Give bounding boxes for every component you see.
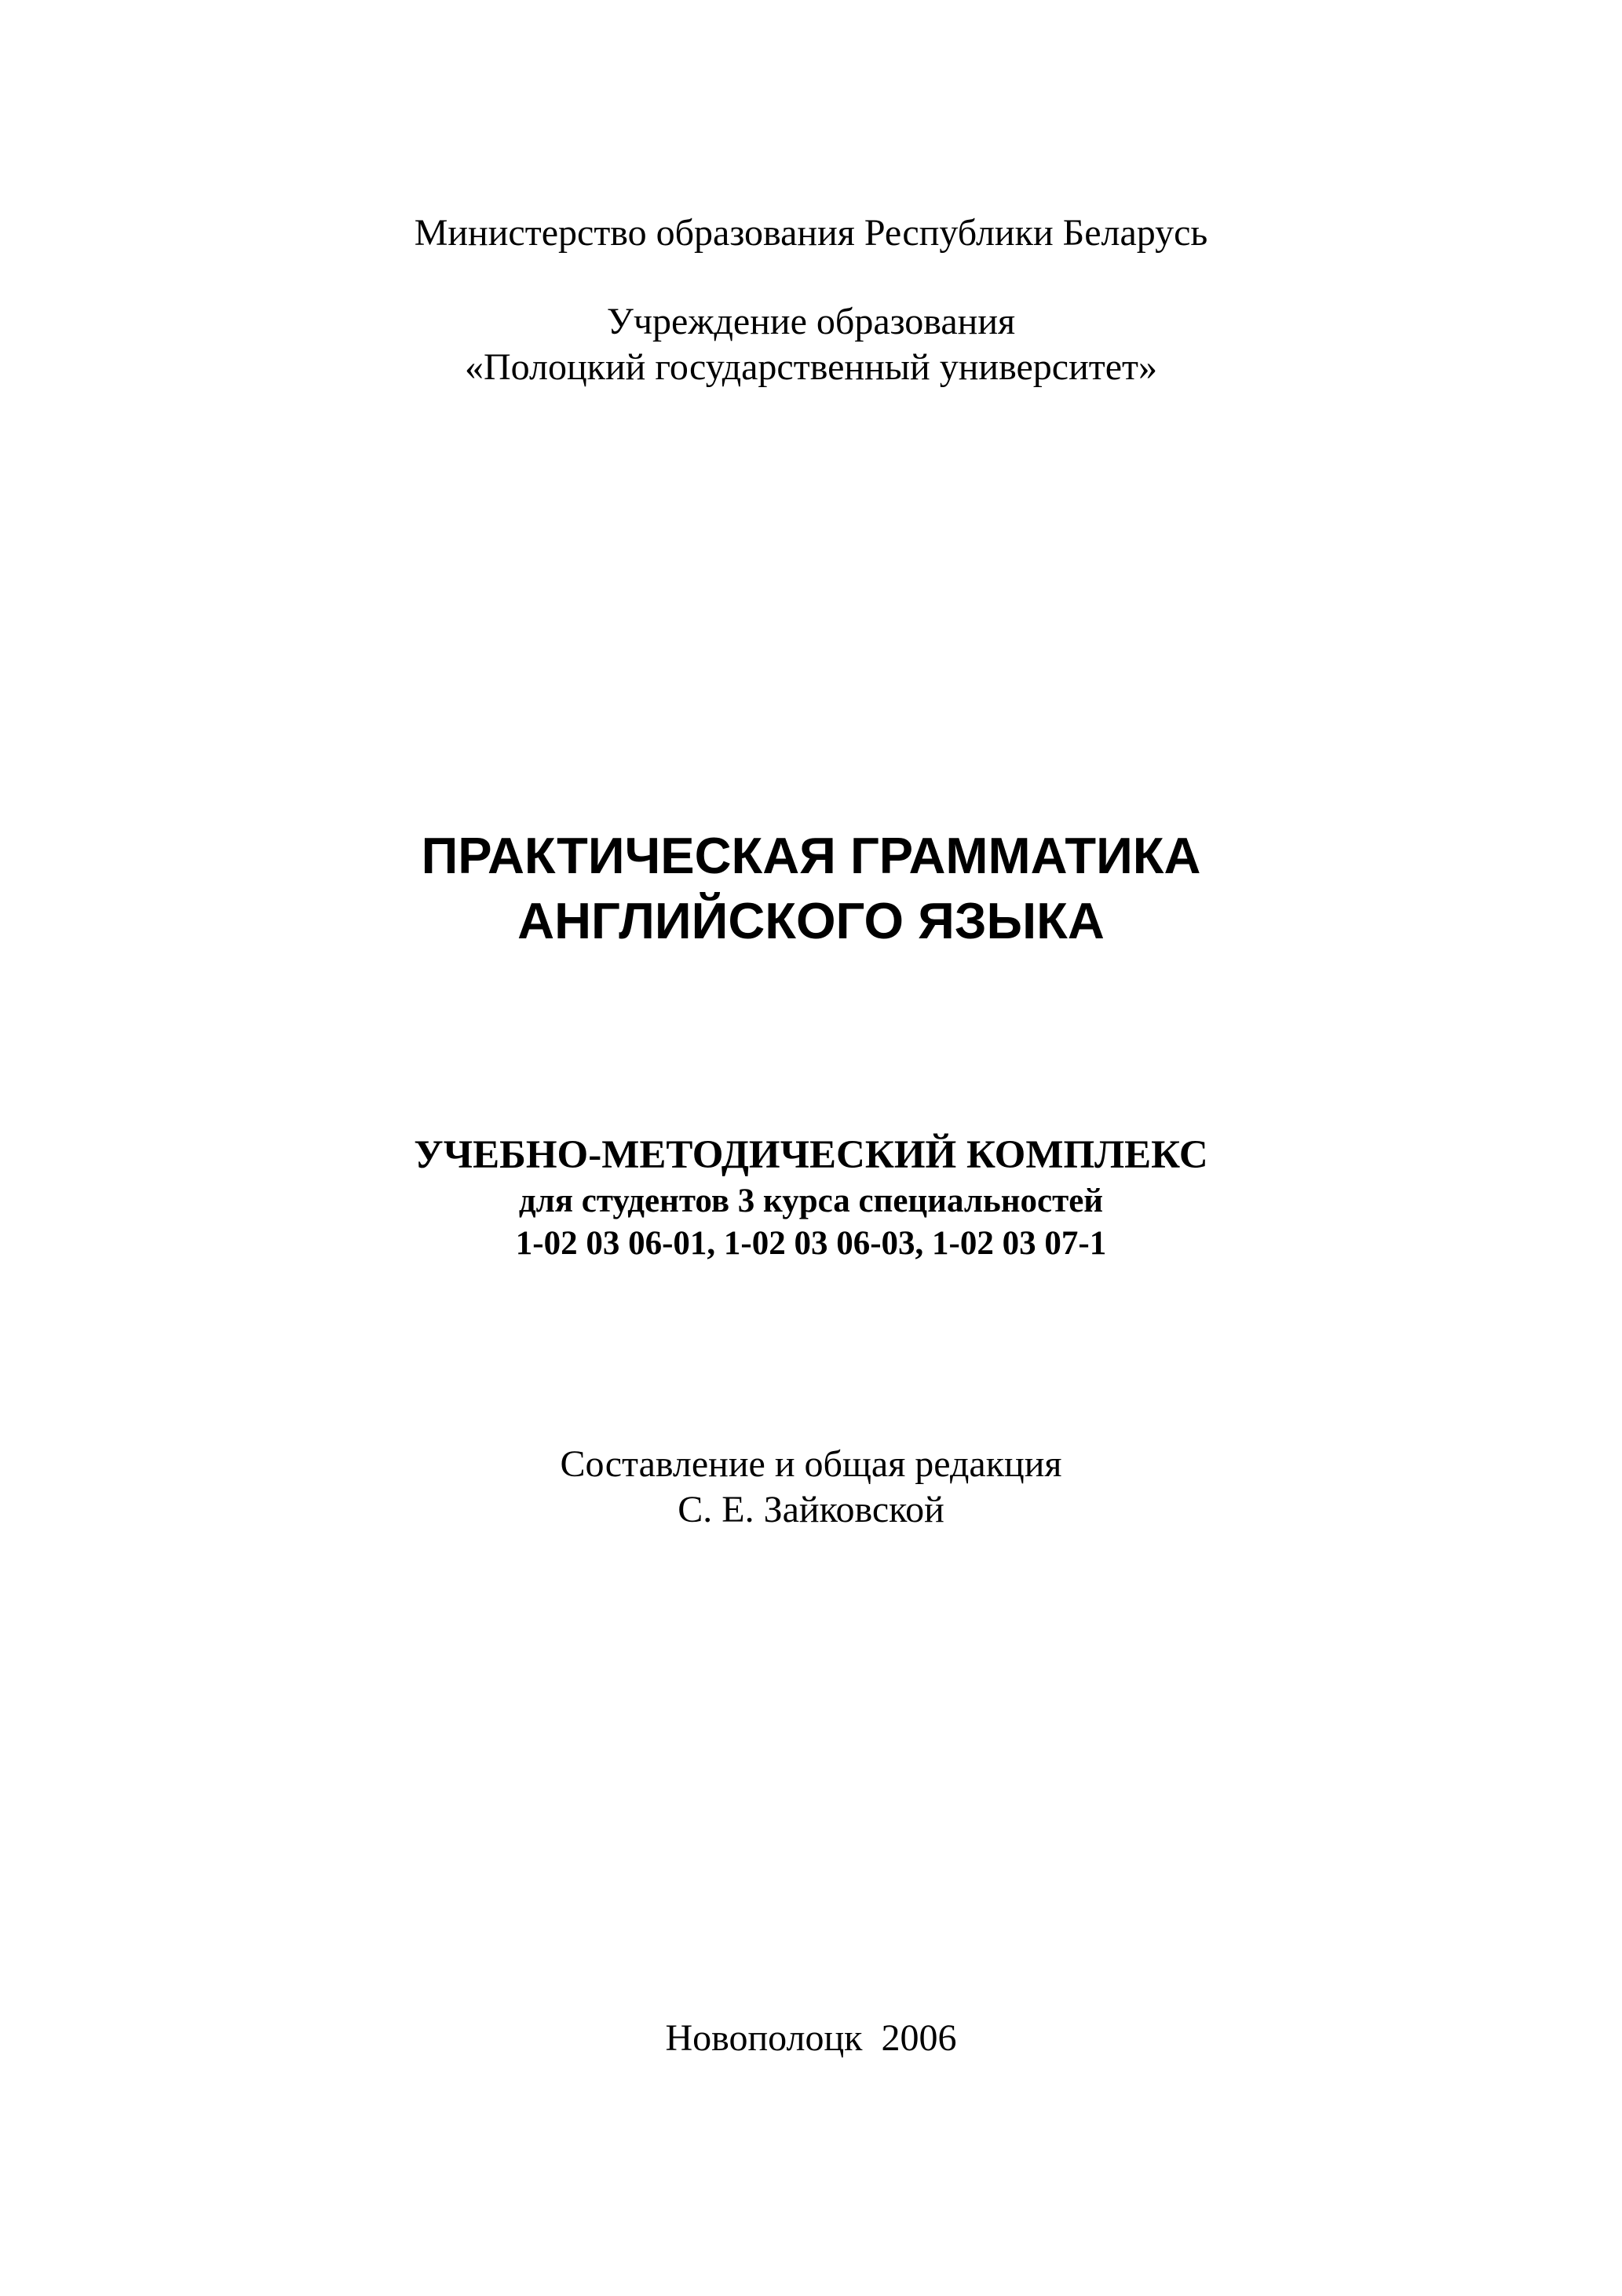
ministry-name: Министерство образования Республики Беларусь bbox=[414, 212, 1208, 254]
editor-role: Составление и общая редакция bbox=[560, 1443, 1062, 1485]
specialty-codes: 1-02 03 06-01, 1-02 03 06-03, 1-02 03 07-1 bbox=[515, 1225, 1107, 1262]
audience-line: для студентов 3 курса специальностей bbox=[518, 1183, 1104, 1219]
publication-type: УЧЕБНО-МЕТОДИЧЕСКИЙ КОМПЛЕКС bbox=[414, 1133, 1208, 1177]
institution-type: Учреждение образования bbox=[606, 301, 1016, 342]
book-title-line-2: АНГЛИЙСКОГО ЯЗЫКА bbox=[517, 892, 1105, 949]
editor-name: С. Е. Зайковской bbox=[678, 1489, 944, 1530]
place-and-year: Новополоцк 2006 bbox=[665, 2017, 957, 2059]
university-name: «Полоцкий государственный университет» bbox=[464, 346, 1158, 388]
book-title-line-1: ПРАКТИЧЕСКАЯ ГРАММАТИКА bbox=[421, 827, 1201, 884]
